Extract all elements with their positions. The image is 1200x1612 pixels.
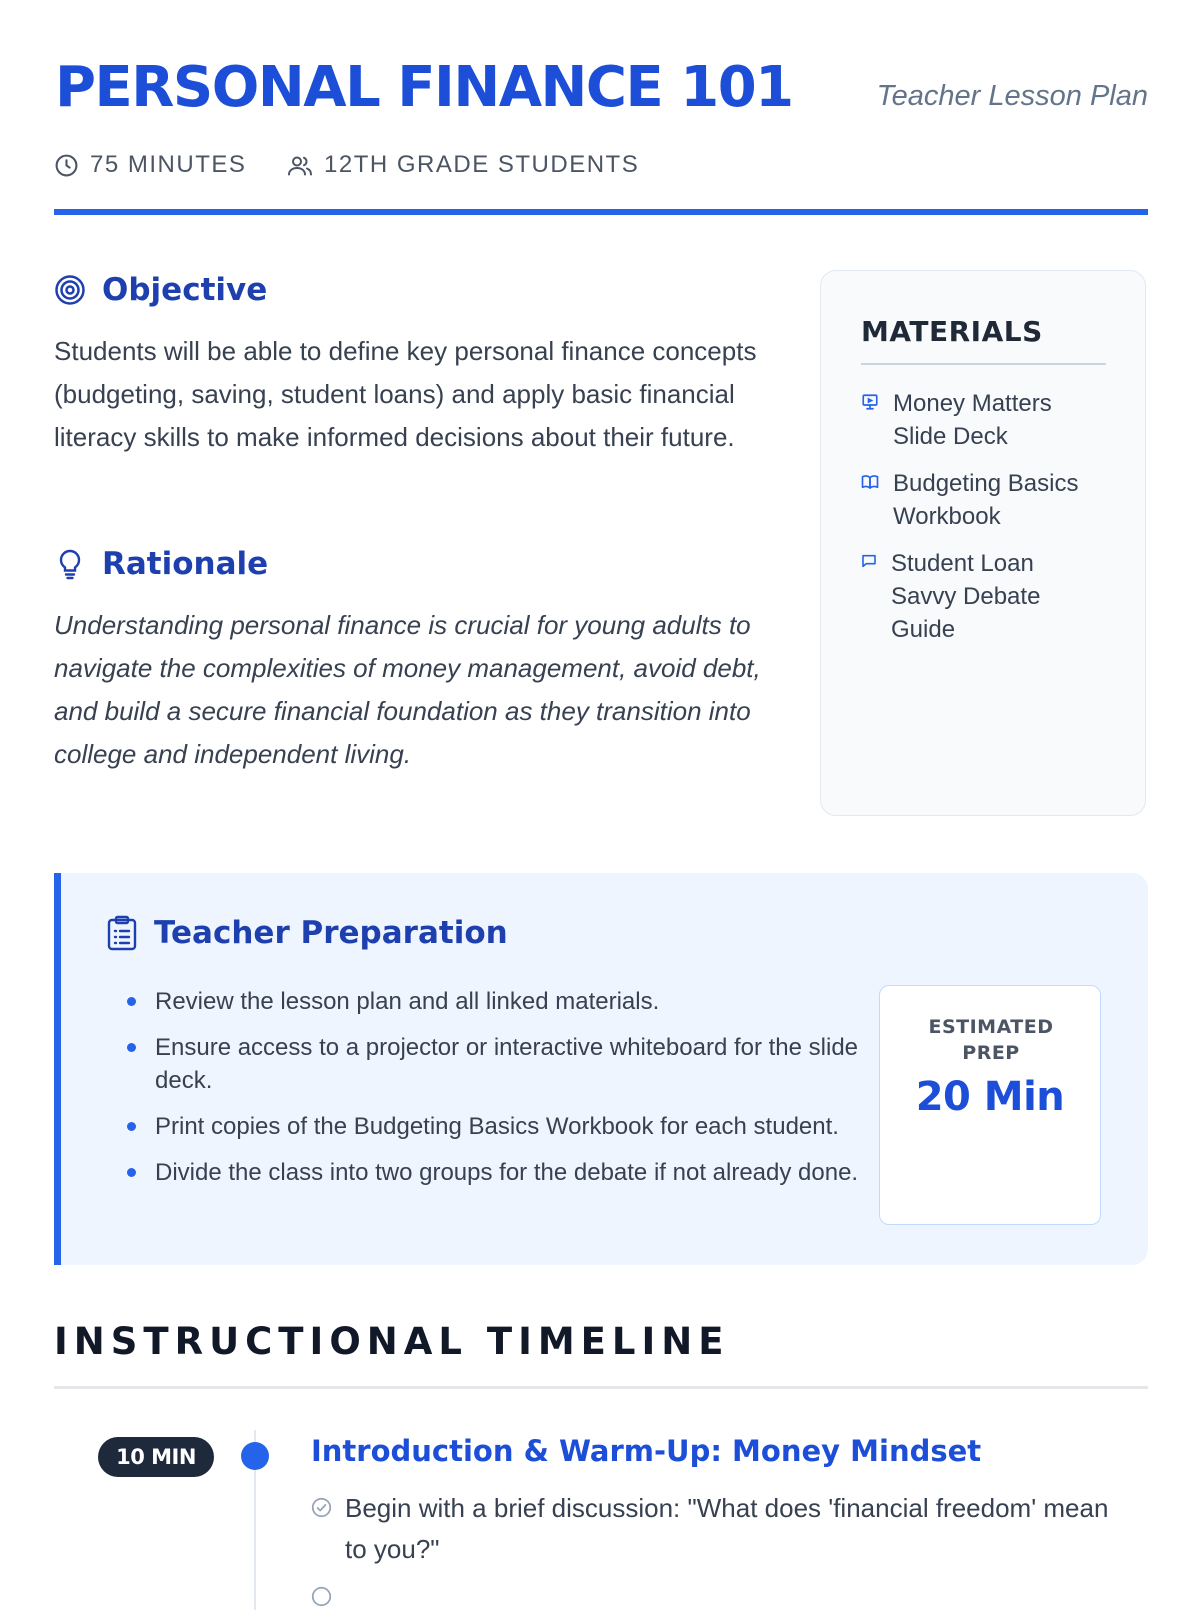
preparation-item: Print copies of the Budgeting Basics Workbook for each student. [121, 1110, 881, 1143]
preparation-item: Divide the class into two groups for the debate if not already done. [121, 1156, 881, 1189]
clipboard-icon [106, 915, 138, 951]
book-icon [861, 473, 879, 491]
estimated-prep-label: ESTIMATED PREP [928, 1016, 1054, 1064]
objective-heading [54, 272, 267, 308]
material-item[interactable] [861, 467, 1111, 533]
materials-heading: MATERIALS [861, 315, 1043, 348]
rationale-text: Understanding personal finance is crucial for young adults to navigate the complexities of money management, avoid debt, and build a secure financial foundation as they transition into college and independent living. [54, 610, 761, 769]
timeline-heading: INSTRUCTIONAL TIMELINE [54, 1320, 730, 1363]
rationale-heading-text: Rationale [102, 546, 269, 582]
materials-divider [861, 363, 1106, 365]
audience-meta [287, 148, 639, 182]
material-item[interactable] [861, 387, 1101, 453]
material-label: Money Matters Slide Deck [893, 390, 1052, 450]
page-subtitle: Teacher Lesson Plan [876, 80, 1148, 112]
page-title: PERSONAL FINANCE 101 [55, 55, 793, 120]
timeline-step-item [311, 1488, 1131, 1570]
preparation-item: Ensure access to a projector or interactive whiteboard for the slide deck. [121, 1031, 881, 1097]
estimated-prep-card [879, 985, 1101, 1225]
duration-text: 75 MINUTES [90, 151, 247, 178]
preparation-heading-text: Teacher Preparation [154, 915, 508, 951]
duration-badge: 10 MIN [98, 1437, 214, 1477]
chat-icon [861, 553, 877, 569]
timeline-step-text: Begin with a brief discussion: "What does 'financial freedom' mean to you?" [345, 1493, 1109, 1564]
objective-heading-text: Objective [102, 272, 268, 308]
material-label: Budgeting Basics Workbook [893, 470, 1079, 530]
preparation-list [121, 985, 881, 1202]
check-circle-icon [311, 1586, 332, 1607]
timeline-dot [241, 1442, 269, 1470]
duration-meta [54, 148, 246, 182]
presentation-icon [861, 393, 879, 411]
clock-icon [54, 153, 79, 178]
header-divider [54, 209, 1148, 215]
preparation-heading [106, 915, 508, 951]
check-circle-icon [311, 1497, 332, 1518]
target-icon [54, 274, 86, 306]
timeline-next-icon [311, 1586, 332, 1612]
timeline-divider [54, 1386, 1148, 1389]
timeline-step-title: Introduction & Warm-Up: Money Mindset [311, 1434, 982, 1468]
materials-card [820, 270, 1146, 816]
estimated-prep-value: 20 Min [915, 1074, 1065, 1120]
preparation-item: Review the lesson plan and all linked materials. [121, 985, 881, 1018]
rationale-heading [54, 546, 268, 582]
audience-text: 12TH GRADE STUDENTS [324, 151, 640, 178]
objective-text: Students will be able to define key personal finance concepts (budgeting, saving, student loans) and apply basic financial literacy skills to make informed decisions about their future. [54, 336, 757, 452]
users-icon [287, 153, 313, 178]
lightbulb-icon [54, 548, 86, 580]
teacher-preparation-panel [54, 873, 1148, 1265]
material-item[interactable] [861, 547, 1081, 646]
material-label: Student Loan Savvy Debate Guide [891, 550, 1041, 643]
